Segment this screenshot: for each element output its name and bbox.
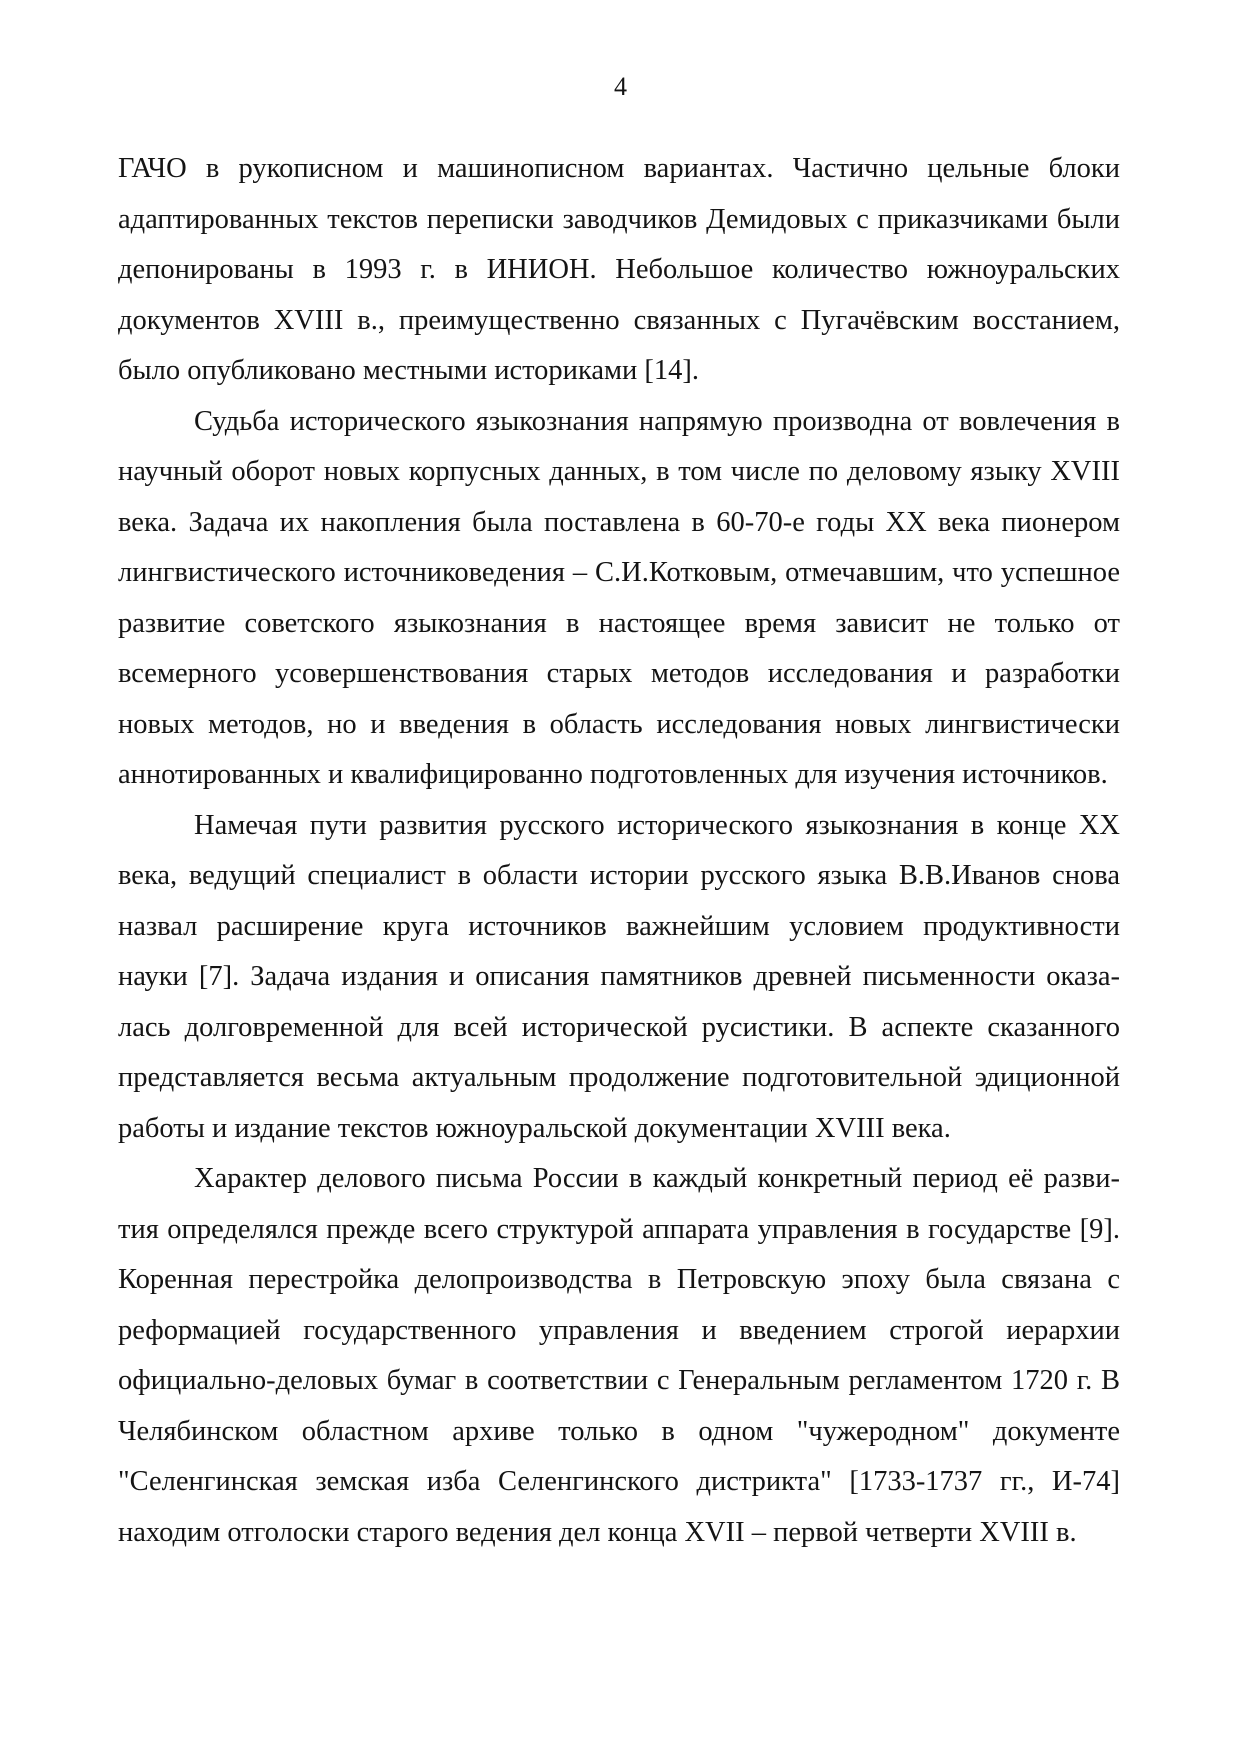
page-number: 4	[614, 72, 627, 101]
paragraph-1: ГАЧО в рукописном и машинописном вариантах. Частично цельные блоки адаптированных текстов переписки заводчиков Демидовых с приказчиками были депонированы в 1993 г. в ИНИОН. Небольшое количество южноуральских документов XVIII в., преимущественно связанных с Пугачёвским восстанием, было опубликовано местными историками [14].	[118, 153, 1120, 386]
body-text	[118, 144, 1120, 1558]
paragraph-4: Характер делового письма России в каждый конкретный период её развития определялся прежде всего структурой аппарата управления в государстве [9]. Коренная перестройка делопроизводства в Петровскую эпоху была связана с реформацией государственного управления и введением строгой иерархии официально-деловых бумаг в соответствии с Генеральным регламентом 1720 г. В Челябинском областном архиве только в одном "чужеродном" документе "Селенгинская земская изба Селенгинского дистрикта" [1733-1737 гг., И-74] находим отголоски старого ведения дел конца XVII – первой четверти XVIII в.	[118, 1163, 1120, 1548]
paragraph-2: Судьба исторического языкознания напрямую производна от вовлечения в научный оборот новых корпусных данных, в том числе по деловому языку XVIII века. Задача их накопления была поставлена в 60-70-е годы XX века пионером лингвистического источниковедения – С.И.Котковым, отмечавшим, что успешное развитие советского языкознания в настоящее время зависит не только от всемерного усовершенствования старых методов исследования и разработки новых методов, но и введения в область исследования новых лингвистически аннотированных и квалифицированно подготовленных для изучения источников.	[118, 405, 1120, 790]
paragraph-3: Намечая пути развития русского исторического языкознания в конце XX века, ведущий специалист в области истории русского языка В.В.Иванов снова назвал расширение круга источников важнейшим условием продуктивности науки [7]. Задача издания и описания памятников древней письменности оказалась долговременной для всей исторической русистики. В аспекте сказанного представляется весьма актуальным продолжение подготовительной эдиционной работы и издание текстов южноуральской документации XVIII века.	[118, 809, 1120, 1144]
